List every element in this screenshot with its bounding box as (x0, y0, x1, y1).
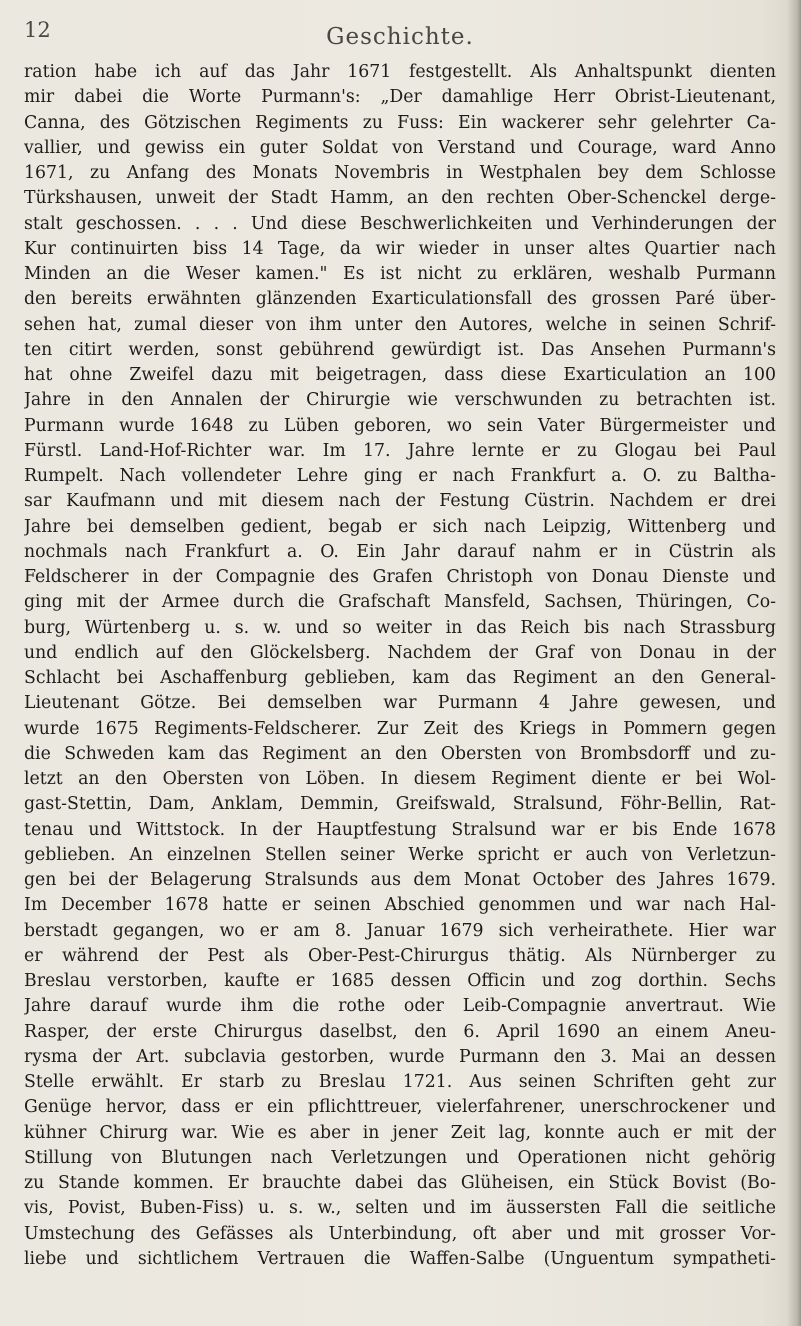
text-line: kühner Chirurg war. Wie es aber in jener Zeit lag, konnte auch er mit der (24, 1122, 776, 1143)
text-line: Türkshausen, unweit der Stadt Hamm, an den rechten Ober-Schenckel derge- (24, 188, 776, 209)
page-number: 12 (24, 18, 51, 42)
text-line: die Schweden kam das Regiment an den Obersten von Brombsdorff und zu- (24, 743, 776, 764)
text-line: mir dabei die Worte Purmann's: „Der damahlige Herr Obrist-Lieutenant, (24, 87, 776, 108)
page-edge-shadow (787, 0, 801, 1326)
text-line: Schlacht bei Aschaffenburg geblieben, kam das Regiment an den General- (24, 668, 776, 688)
text-line: Feldscherer in der Compagnie des Grafen Christoph von Donau Dienste und (24, 567, 776, 587)
text-line: letzt an den Obersten von Löben. In diesem Regiment diente er bei Wol- (24, 769, 776, 789)
text-line: rysma der Art. subclavia gestorben, wurde Purmann den 3. Mai an dessen (24, 1046, 776, 1067)
running-head: Geschichte. (326, 24, 474, 50)
text-line: berstadt gegangen, wo er am 8. Januar 1679 sich verheirathete. Hier war (24, 920, 776, 941)
text-line: zu Stande kommen. Er brauchte dabei das Glüheisen, ein Stück Bovist (Bo- (24, 1173, 776, 1193)
text-line: nochmals nach Frankfurt a. O. Ein Jahr darauf nahm er in Cüstrin als (24, 541, 776, 562)
text-line: sar Kaufmann und mit diesem nach der Festung Cüstrin. Nachdem er drei (24, 491, 776, 512)
text-line: Im December 1678 hatte er seinen Abschied genommen und war nach Hal- (24, 895, 776, 916)
text-line: geblieben. An einzelnen Stellen seiner Werke spricht er auch von Verletzun- (24, 844, 776, 865)
text-line: den bereits erwähnten glänzenden Exarticulationsfall des grossen Paré über- (24, 289, 776, 310)
text-line: Jahre bei demselben gedient, begab er sich nach Leipzig, Wittenberg und (24, 516, 776, 537)
text-line: und endlich auf den Glöckelsberg. Nachdem der Graf von Donau in der (24, 642, 776, 663)
text-line: Rasper, der erste Chirurgus daselbst, den 6. April 1690 an einem Aneu- (24, 1021, 776, 1042)
text-line: Rumpelt. Nach vollendeter Lehre ging er nach Frankfurt a. O. zu Baltha- (24, 466, 776, 486)
text-line: ration habe ich auf das Jahr 1671 festgestellt. Als Anhaltspunkt dienten (24, 62, 776, 82)
text-line: Purmann wurde 1648 zu Lüben geboren, wo sein Vater Bürgermeister und (24, 415, 776, 436)
page-header (24, 16, 776, 56)
text-line: vis, Povist, Buben-Fiss) u. s. w., selten und im äussersten Fall die seitliche (24, 1198, 776, 1219)
text-line: burg, Würtenberg u. s. w. und so weiter in das Reich bis nach Strassburg (24, 617, 776, 638)
text-line: Jahre darauf wurde ihm die rothe oder Leib-Compagnie anvertraut. Wie (24, 996, 776, 1017)
text-line: Stelle erwählt. Er starb zu Breslau 1721. Aus seinen Schriften geht zur (24, 1072, 776, 1092)
text-line: gast-Stettin, Dam, Anklam, Demmin, Greifswald, Stralsund, Föhr-Bellin, Rat- (24, 794, 776, 815)
text-line: Breslau verstorben, kaufte er 1685 dessen Officin und zog dorthin. Sechs (24, 971, 776, 991)
text-line: Fürstl. Land-Hof-Richter war. Im 17. Jahre lernte er zu Glogau bei Paul (24, 440, 776, 461)
text-line: Stillung von Blutungen nach Verletzungen und Operationen nicht gehörig (24, 1147, 776, 1168)
text-line: liebe und sichtlichem Vertrauen die Waffen-Salbe (Unguentum sympatheti- (24, 1248, 776, 1269)
text-line: Minden an die Weser kamen." Es ist nicht zu erklären, weshalb Purmann (24, 264, 776, 284)
text-line: ging mit der Armee durch die Grafschaft Mansfeld, Sachsen, Thüringen, Co- (24, 592, 776, 613)
text-line: hat ohne Zweifel dazu mit beigetragen, dass diese Exarticulation an 100 (24, 365, 776, 385)
text-line: Genüge hervor, dass er ein pflichttreuer, vielerfahrener, unerschrockener und (24, 1097, 776, 1118)
text-line: tenau und Wittstock. In der Hauptfestung Stralsund war er bis Ende 1678 (24, 819, 776, 840)
text-line: stalt geschossen. . . . Und diese Beschwerlichkeiten und Verhinderungen der (24, 213, 776, 234)
text-line: Canna, des Götzischen Regiments zu Fuss: Ein wackerer sehr gelehrter Ca- (24, 112, 776, 133)
text-line: gen bei der Belagerung Stralsunds aus dem Monat October des Jahres 1679. (24, 870, 776, 890)
text-line: er während der Pest als Ober-Pest-Chirurgus thätig. Als Nürnberger zu (24, 945, 776, 966)
text-line: Kur continuirten biss 14 Tage, da wir wieder in unser altes Quartier nach (24, 238, 776, 259)
text-line: vallier, und gewiss ein guter Soldat von Verstand und Courage, ward Anno (24, 137, 776, 158)
body-text (24, 60, 776, 1272)
text-line: ten citirt werden, sonst gebührend gewürdigt ist. Das Ansehen Purmann's (24, 339, 776, 360)
text-line: wurde 1675 Regiments-Feldscherer. Zur Zeit des Kriegs in Pommern gegen (24, 718, 776, 739)
text-line: Lieutenant Götze. Bei demselben war Purmann 4 Jahre gewesen, und (24, 693, 776, 714)
text-line: 1671, zu Anfang des Monats Novembris in Westphalen bey dem Schlosse (24, 163, 776, 183)
text-line: Umstechung des Gefässes als Unterbindung, oft aber und mit grosser Vor- (24, 1223, 776, 1244)
text-line: Jahre in den Annalen der Chirurgie wie verschwunden zu betrachten ist. (24, 390, 776, 411)
text-line: sehen hat, zumal dieser von ihm unter den Autores, welche in seinen Schrif- (24, 314, 776, 335)
